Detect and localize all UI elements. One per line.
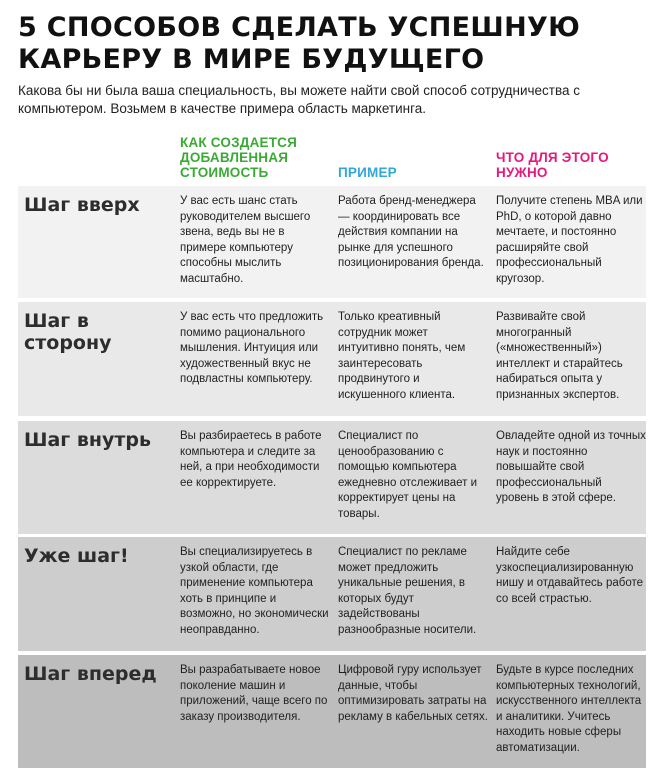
column-heading-example: ПРИМЕР: [338, 165, 397, 180]
column-heading-value: КАК СОЗДАЕТСЯ ДОБАВЛЕННАЯ СТОИМОСТЬ: [180, 135, 298, 180]
value-cell: Вы разбираетесь в работе компьютера и следите за ней, а при необходимости ее корректируете.: [180, 430, 322, 489]
value-cell: У вас есть что предложить помимо рационального мышления. Интуиция или художественный вкус не подвластны компьютеру.: [180, 311, 324, 385]
example-cell: Только креативный сотрудник может интуитивно понять, чем заинтересовать продвинутого и искушенного клиента.: [338, 311, 466, 401]
value-cell: Вы разрабатываете новое поколение машин и приложений, чаще всего по заказу производителя.: [180, 664, 328, 723]
step-title: Шаг вверх: [24, 194, 140, 216]
article-title: 5 СПОСОБОВ СДЕЛАТЬ УСПЕШНУЮ КАРЬЕРУ В МИРЕ БУДУЩЕГО: [18, 12, 581, 75]
intro-text: Какова бы ни была ваша специальность, вы можете найти свой способ сотрудничества с компьютером. Возьмем в качестве примера область маркетинга.: [18, 83, 581, 116]
example-cell: Специалист по ценообразованию с помощью компьютера ежедневно отслеживает и корректирует цены на товары.: [338, 430, 478, 520]
value-cell: Вы специализируетесь в узкой области, где применение компьютера хоть в принципе и возможно, но экономически неоправданно.: [180, 546, 329, 636]
table-row-step-aside: [18, 302, 646, 416]
column-heading-needed: ЧТО ДЛЯ ЭТОГО НУЖНО: [496, 150, 609, 180]
table-row-step-up: [18, 186, 646, 298]
example-cell: Цифровой гуру использует данные, чтобы оптимизировать затраты на рекламу в кабельных сетях.: [338, 664, 488, 723]
step-title: Шаг внутрь: [24, 429, 151, 451]
table-row-step-forward: [18, 655, 646, 768]
table-row-narrower-step: [18, 537, 646, 651]
needed-cell: Найдите себе узкоспециализированную нишу и отдавайтесь работе со всей страстью.: [496, 546, 644, 605]
needed-cell: Получите степень MBA или PhD, о которой давно мечтаете, и постоянно расширяйте свой профессиональный кругозор.: [496, 195, 643, 285]
example-cell: Работа бренд-менеджера — координировать все действия компании на рынке для успешного позиционирования бренда.: [338, 195, 484, 269]
step-title: Шаг вперед: [24, 663, 157, 685]
needed-cell: Развивайте свой многогранный («множественный») интеллект и старайтесь набираться опыта у признанных экспертов.: [496, 311, 623, 401]
value-cell: У вас есть шанс стать руководителем высшего звена, ведь вы не в примере компьютеру способны мыслить масштабно.: [180, 195, 311, 285]
step-title: Шаг в сторону: [24, 310, 112, 354]
step-title: Уже шаг!: [24, 545, 129, 567]
needed-cell: Овладейте одной из точных наук и постоянно повышайте свой профессиональный уровень в этой сфере.: [496, 430, 646, 504]
example-cell: Специалист по рекламе может предложить уникальные решения, в которых будут задействованы разнообразные носители.: [338, 546, 477, 636]
table-row-step-in: [18, 421, 646, 534]
needed-cell: Будьте в курсе последних компьютерных технологий, искусственного интеллекта и аналитики. Учитесь находить новые сферы автоматизации.: [496, 664, 642, 754]
